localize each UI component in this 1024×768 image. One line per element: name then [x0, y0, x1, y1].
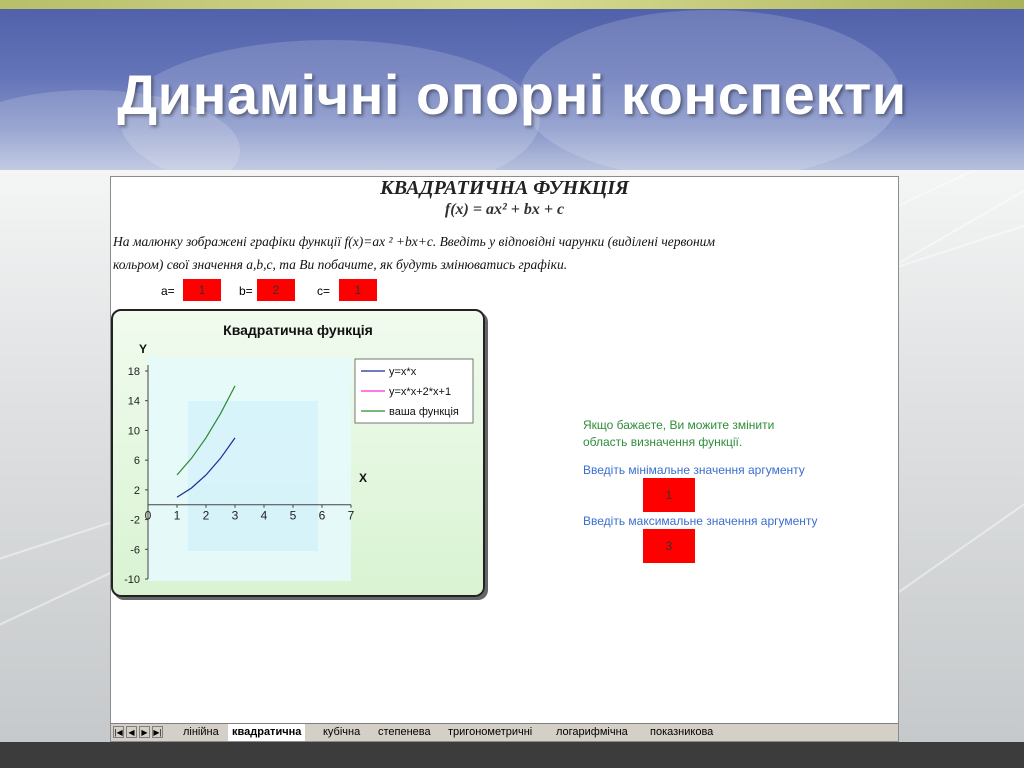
y-tick-label: 6	[133, 455, 140, 468]
y-tick-label: 2	[133, 484, 140, 497]
sheet-tab[interactable]: степенева	[378, 726, 431, 738]
sheet-tab[interactable]: показникова	[650, 726, 714, 738]
x-axis-label: X	[358, 471, 368, 485]
param-a-label: a=	[161, 284, 175, 298]
sheet-tab[interactable]: лінійна	[183, 726, 219, 738]
param-c-label: c=	[317, 284, 331, 298]
x-tick-label: 4	[260, 508, 268, 523]
y-tick-label: 14	[127, 395, 140, 408]
x-tick-label: 6	[318, 508, 326, 523]
y-axis-label: Y	[138, 342, 148, 356]
title-banner	[0, 0, 1024, 170]
legend-label: ваша функція	[389, 406, 459, 418]
y-tick-label: -6	[130, 544, 140, 557]
quadratic-chart	[113, 311, 483, 595]
x-tick-label: 3	[231, 508, 239, 523]
last-sheet-icon[interactable]: ▶|	[153, 728, 162, 737]
sheet-tab[interactable]: квадратична	[228, 724, 305, 741]
param-b-label: b=	[239, 284, 253, 298]
prev-sheet-icon[interactable]: ◀	[126, 726, 137, 738]
first-sheet-icon[interactable]: |◀	[114, 728, 123, 737]
sheet-tab[interactable]: логарифмічна	[556, 726, 628, 738]
chart-panel[interactable]	[111, 309, 485, 597]
param-c-cell[interactable]: 1	[339, 279, 377, 301]
sheet-heading: КВАДРАТИЧНА ФУНКЦІЯ	[380, 177, 629, 199]
instructions-line-1: На малюнку зображені графіки функції f(x)=ax ² +bx+c. Введіть у відповідні чарунки (виділені червоним	[113, 234, 716, 249]
param-a-cell[interactable]: 1	[183, 279, 221, 301]
max-arg-cell[interactable]: 3	[643, 529, 695, 563]
formula-caption: f(x) = ax² + bx + c	[444, 201, 565, 218]
min-arg-cell[interactable]: 1	[643, 478, 695, 512]
slide-title: Динамічні опорні конспекти	[117, 63, 907, 126]
sheet-tab[interactable]: кубічна	[323, 726, 361, 738]
y-tick-label: 10	[127, 425, 140, 438]
x-tick-label: 7	[347, 508, 355, 523]
max-arg-label: Введіть максимальне значення аргументу	[583, 514, 818, 528]
x-tick-label: 5	[289, 508, 297, 523]
domain-hint-line-2: область визначення функції.	[583, 435, 743, 449]
domain-hint-line-1: Якщо бажаєте, Ви можите змінити	[583, 418, 775, 432]
legend-label: y=x*x	[389, 366, 417, 378]
sheet-tab-bar	[111, 723, 898, 741]
y-tick-label: 18	[127, 366, 140, 378]
spreadsheet-window	[110, 176, 899, 742]
chart-title: Квадратична функція	[223, 322, 373, 338]
sheet-tab[interactable]: тригонометричні	[448, 726, 533, 738]
x-tick-label: 1	[173, 508, 181, 523]
min-arg-label: Введіть мінімальне значення аргументу	[583, 463, 805, 477]
plot-area-glow	[188, 401, 318, 551]
x-tick-label: 0	[144, 508, 152, 523]
x-tick-label: 2	[202, 508, 210, 523]
bottom-bar	[0, 742, 1024, 768]
y-tick-label: -10	[124, 574, 140, 586]
banner-stripe	[0, 0, 1024, 9]
legend-label: y=x*x+2*x+1	[389, 386, 452, 398]
param-b-cell[interactable]: 2	[257, 279, 295, 301]
next-sheet-icon[interactable]: ▶	[139, 726, 150, 738]
y-tick-label: -2	[130, 514, 140, 527]
instructions-line-2: кольром) свої значення a,b,c, та Ви побачите, як будуть змінюватись графіки.	[113, 257, 568, 272]
